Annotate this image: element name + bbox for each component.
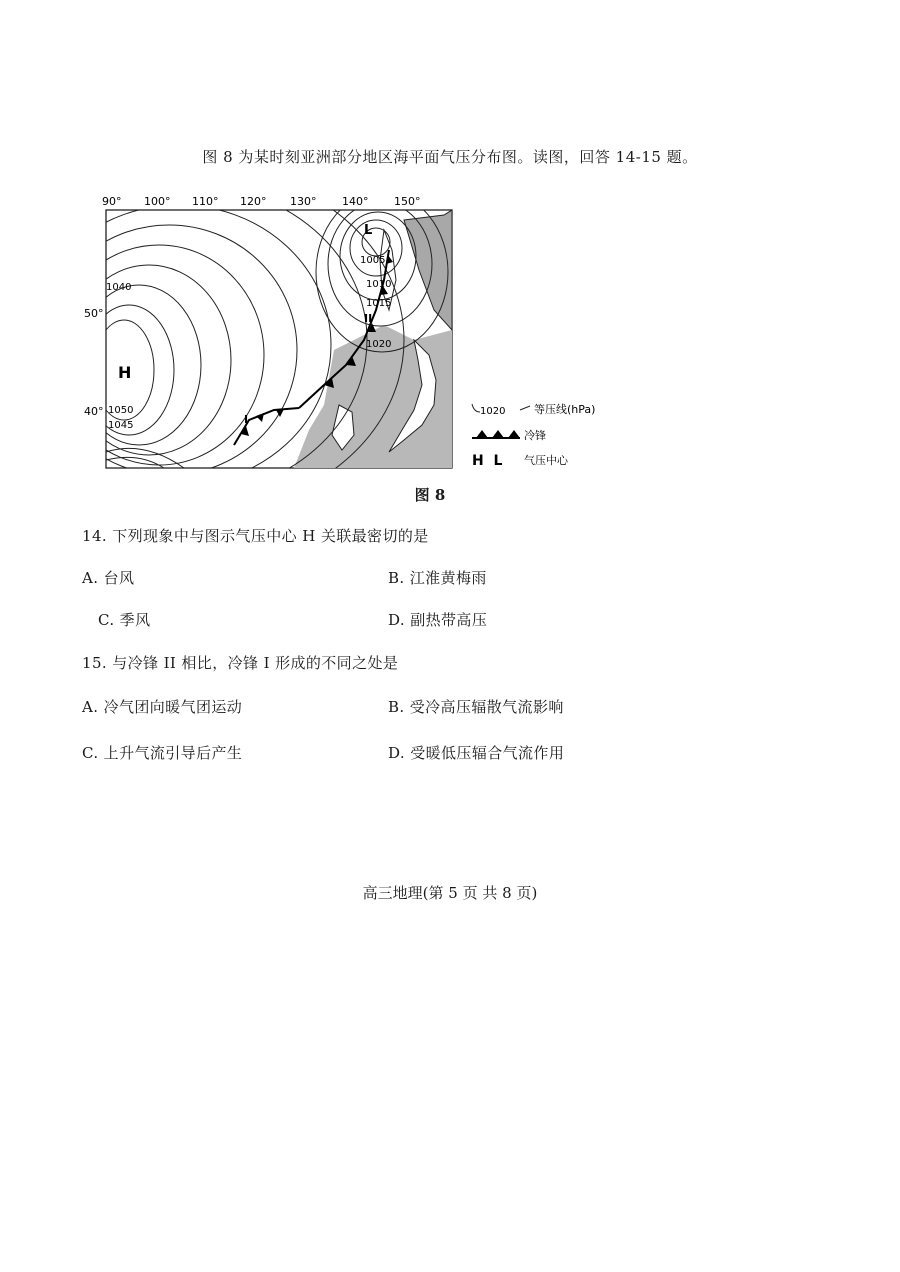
question-15-option-a: A. 冷气团向暖气团运动 (82, 698, 243, 716)
lon-label-120: 120° (240, 195, 267, 208)
question-15-option-d: D. 受暖低压辐合气流作用 (388, 744, 565, 762)
question-14-option-a: A. 台风 (82, 569, 135, 587)
pressure-map-figure (84, 190, 604, 475)
isobar-label-1040: 1040 (106, 282, 132, 293)
lon-label-100: 100° (144, 195, 171, 208)
high-center-label: H (118, 363, 132, 382)
question-14-option-b: B. 江淮黄梅雨 (388, 569, 487, 587)
question-14-stem: 14. 下列现象中与图示气压中心 H 关联最密切的是 (82, 527, 429, 545)
isobar-label-1020: 1020 (366, 339, 392, 350)
isobar-label-1045: 1045 (108, 420, 134, 431)
isobar-label-1050: 1050 (108, 405, 134, 416)
isobar-label-1005: 1005 (360, 255, 386, 266)
legend-center-symbols: H L (472, 453, 503, 469)
low-center-label: L (364, 223, 373, 238)
intro-text: 图 8 为某时刻亚洲部分地区海平面气压分布图。读图，回答 14-15 题。 (202, 148, 698, 166)
isobar-label-1010: 1010 (366, 279, 392, 290)
question-15-stem: 15. 与冷锋 II 相比，冷锋 I 形成的不同之处是 (82, 654, 399, 672)
lon-label-130: 130° (290, 195, 317, 208)
legend-center-text: 气压中心 (524, 454, 568, 467)
lon-label-90: 90° (102, 195, 122, 208)
lon-label-110: 110° (192, 195, 219, 208)
figure-caption: 图 8 (414, 486, 446, 504)
map-legend (472, 402, 595, 469)
legend-isobar-value: 1020 (480, 406, 506, 417)
front-label-I: I (244, 413, 249, 426)
lon-label-150: 150° (394, 195, 421, 208)
question-15-option-c: C. 上升气流引导后产生 (82, 744, 243, 762)
legend-isobar-text: 等压线(hPa) (534, 403, 596, 416)
question-15-option-b: B. 受冷高压辐散气流影响 (388, 698, 564, 716)
page-footer: 高三地理(第 5 页 共 8 页) (362, 884, 538, 902)
lon-label-140: 140° (342, 195, 369, 208)
pressure-map (84, 190, 604, 475)
lat-label-40: 40° (84, 405, 104, 418)
question-14-option-c: C. 季风 (98, 611, 151, 629)
legend-front-text: 冷锋 (524, 429, 546, 442)
lat-label-50: 50° (84, 307, 104, 320)
question-14-option-d: D. 副热带高压 (388, 611, 488, 629)
map-frame (84, 190, 452, 475)
front-label-II: II (364, 312, 373, 325)
isobar-label-1015: 1015 (366, 298, 392, 309)
